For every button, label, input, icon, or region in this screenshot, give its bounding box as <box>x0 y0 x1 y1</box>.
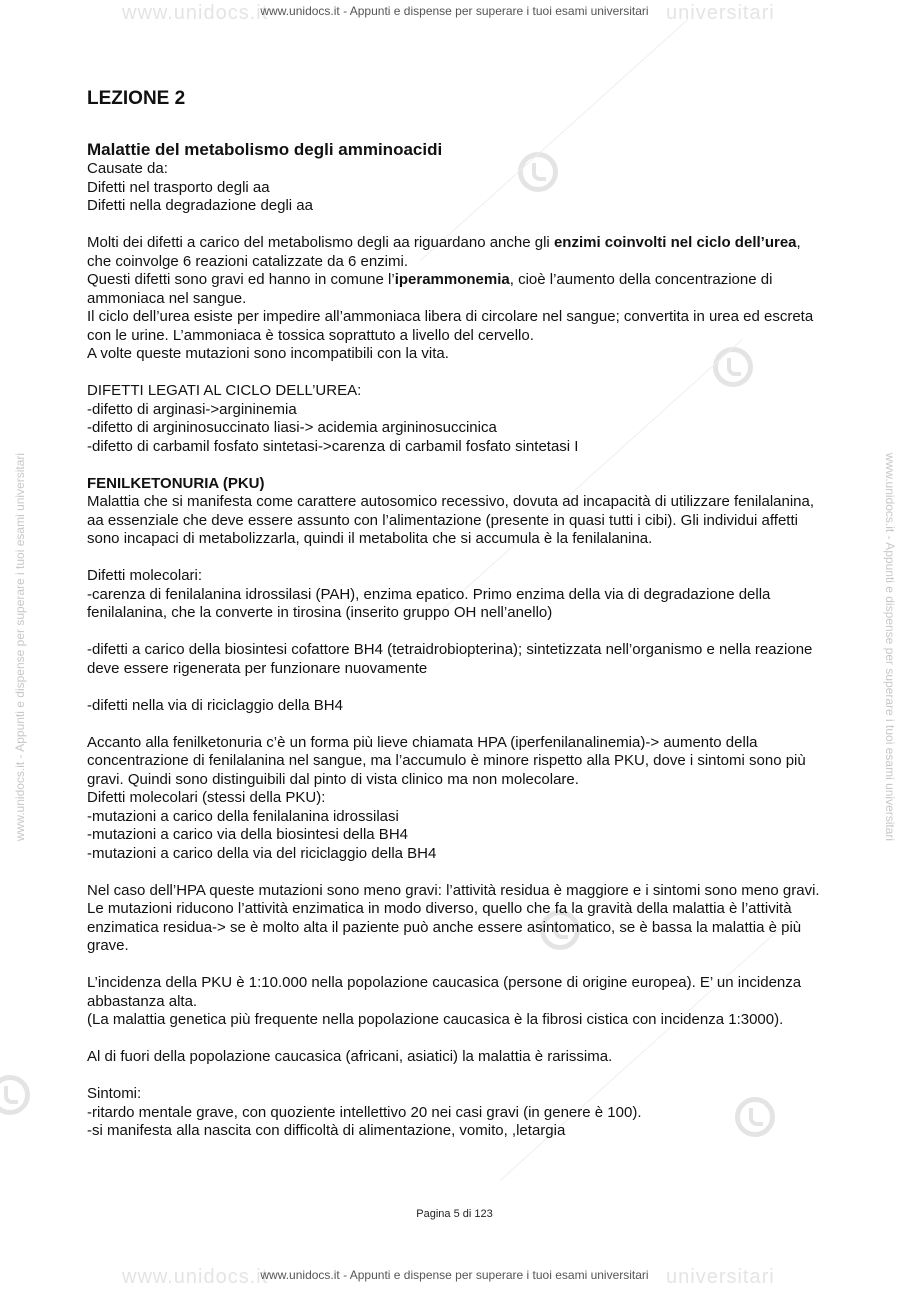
molecular-defects-heading: Difetti molecolari: <box>87 567 203 584</box>
paragraph-residual-activity: Le mutazioni riducono l’attività enzimatica in modo diverso, quello che fa la gravità della malattia è l’attività enzimatica residua-> se è molto alta il paziente può anche essere asintomatico, se è bassa la malattia è più grave. <box>87 900 802 954</box>
watermark-banner-bottom: www.unidocs.it - Appunti e dispense per superare i tuoi esami universitari <box>260 1268 649 1282</box>
list-item: -difetto di carbamil fosfato sintetasi->carenza di carbamil fosfato sintetasi I <box>87 437 579 455</box>
paragraph-incidence: L’incidenza della PKU è 1:10.000 nella popolazione caucasica (persone di origine europea). E’ un incidenza abbastanza alta. <box>87 974 802 1010</box>
paragraph-incompatible: A volte queste mutazioni sono incompatibili con la vita. <box>87 345 449 362</box>
bold-term: iperammonemia <box>394 271 510 288</box>
paragraph-pku: Malattia che si manifesta come carattere autosomico recessivo, dovuta ad incapacità di utilizzare fenilalanina, aa essenziale che deve essere assunto con l’alimentazione (presente in quasi tutti i cibi). Gli individui affetti sono incapaci di metabolizzarla, quindi il metabolita che si accumula è la fenilalanina. <box>87 493 815 547</box>
paragraph-hpa-severity: Nel caso dell’HPA queste mutazioni sono meno gravi: l’attività residua è maggiore e i sintomi sono meno gravi. <box>87 881 820 899</box>
page-number: Pagina 5 di 123 <box>416 1208 493 1220</box>
paragraph-pah: -carenza di fenilalanina idrossilasi (PAH), enzima epatico. Primo enzima della via di degradazione della fenilalanina, che la converte in tirosina (inserito gruppo OH nell’anello) <box>87 585 771 621</box>
watermark-side-left: www.unidocs.it - Appunti e dispense per superare i tuoi esami universitari <box>13 452 27 842</box>
list-item: -mutazioni a carico della fenilalanina idrossilasi <box>87 807 399 825</box>
intro-line: Difetti nel trasporto degli aa <box>87 178 270 196</box>
paragraph-bh4: -difetti a carico della biosintesi cofattore BH4 (tetraidrobiopterina); sintetizzata nell’organismo e nella reazione deve essere rigenerata per funzionare nuovamente <box>87 641 813 677</box>
watermark-logo-icon <box>0 1075 30 1115</box>
intro-line: Causate da: <box>87 160 168 177</box>
paragraph-hyperammonemia: Questi difetti sono gravi ed hanno in comune l’iperammonemia, cioè l’aumento della concentrazione di ammoniaca nel sangue. <box>87 271 773 307</box>
watermark-ghost-top-right: universitari <box>666 2 775 24</box>
list-item: -si manifesta alla nascita con difficoltà di alimentazione, vomito, ,letargia <box>87 1122 566 1139</box>
paragraph-urea-cycle: Il ciclo dell’urea esiste per impedire all’ammoniaca libera di circolare nel sangue; convertita in urea ed escreta con le urine. L’ammoniaca è tossica soprattuto a livello del cervello. <box>87 308 814 344</box>
section-title: Malattie del metabolismo degli amminoacidi <box>87 140 443 159</box>
list-item: -difetto di argininosuccinato liasi-> acidemia argininosuccinica <box>87 419 497 436</box>
list-item: -difetto di arginasi->argininemia <box>87 400 297 418</box>
urea-defects-heading: DIFETTI LEGATI AL CICLO DELL’UREA: <box>87 382 362 399</box>
pku-heading: FENILKETONURIA (PKU) <box>87 474 265 492</box>
watermark-ghost-top-left: www.unidocs.it <box>122 2 269 24</box>
intro-line: Difetti nella degradazione degli aa <box>87 197 313 214</box>
paragraph-urea-enzymes: Molti dei difetti a carico del metabolismo degli aa riguardano anche gli enzimi coinvolti nel ciclo dell’urea, che coinvolge 6 reazioni catalizzate da 6 enzimi. <box>87 234 801 270</box>
paragraph-cystic-fibrosis: (La malattia genetica più frequente nella popolazione caucasica è la fibrosi cistica con incidenza 1:3000). <box>87 1011 784 1028</box>
list-item: -mutazioni a carico della via del riciclaggio della BH4 <box>87 844 437 862</box>
list-item: -mutazioni a carico via della biosintesi della BH4 <box>87 826 408 843</box>
symptoms-heading: Sintomi: <box>87 1085 142 1102</box>
watermark-ghost-bottom-left: www.unidocs.it <box>122 1266 269 1288</box>
watermark-side-right: www.unidocs.it - Appunti e dispense per superare i tuoi esami universitari <box>883 452 897 842</box>
paragraph-bh4-recycling: -difetti nella via di riciclaggio della BH4 <box>87 696 343 714</box>
paragraph-rarity: Al di fuori della popolazione caucasica (africani, asiatici) la malattia è rarissima. <box>87 1048 613 1065</box>
lesson-title: LEZIONE 2 <box>87 88 186 109</box>
watermark-banner-top: www.unidocs.it - Appunti e dispense per superare i tuoi esami universitari <box>260 4 649 18</box>
bold-term: enzimi coinvolti nel ciclo dell’urea <box>553 234 797 251</box>
paragraph-hpa: Accanto alla fenilketonuria c’è un forma più lieve chiamata HPA (iperfenilanalinemia)-> aumento della concentrazione di fenilalanina nel sangue, ma l’accumulo è minore rispetto alla PKU, dove i sintomi sono più gravi. Quindi sono distinguibili dal pinto di vista clinico ma non molecolare. <box>87 733 806 788</box>
list-item: -ritardo mentale grave, con quoziente intellettivo 20 nei casi gravi (in genere è 100). <box>87 1103 642 1121</box>
hpa-molecular-heading: Difetti molecolari (stessi della PKU): <box>87 789 326 806</box>
document-body <box>87 88 827 1141</box>
watermark-ghost-bottom-right: universitari <box>666 1266 775 1288</box>
